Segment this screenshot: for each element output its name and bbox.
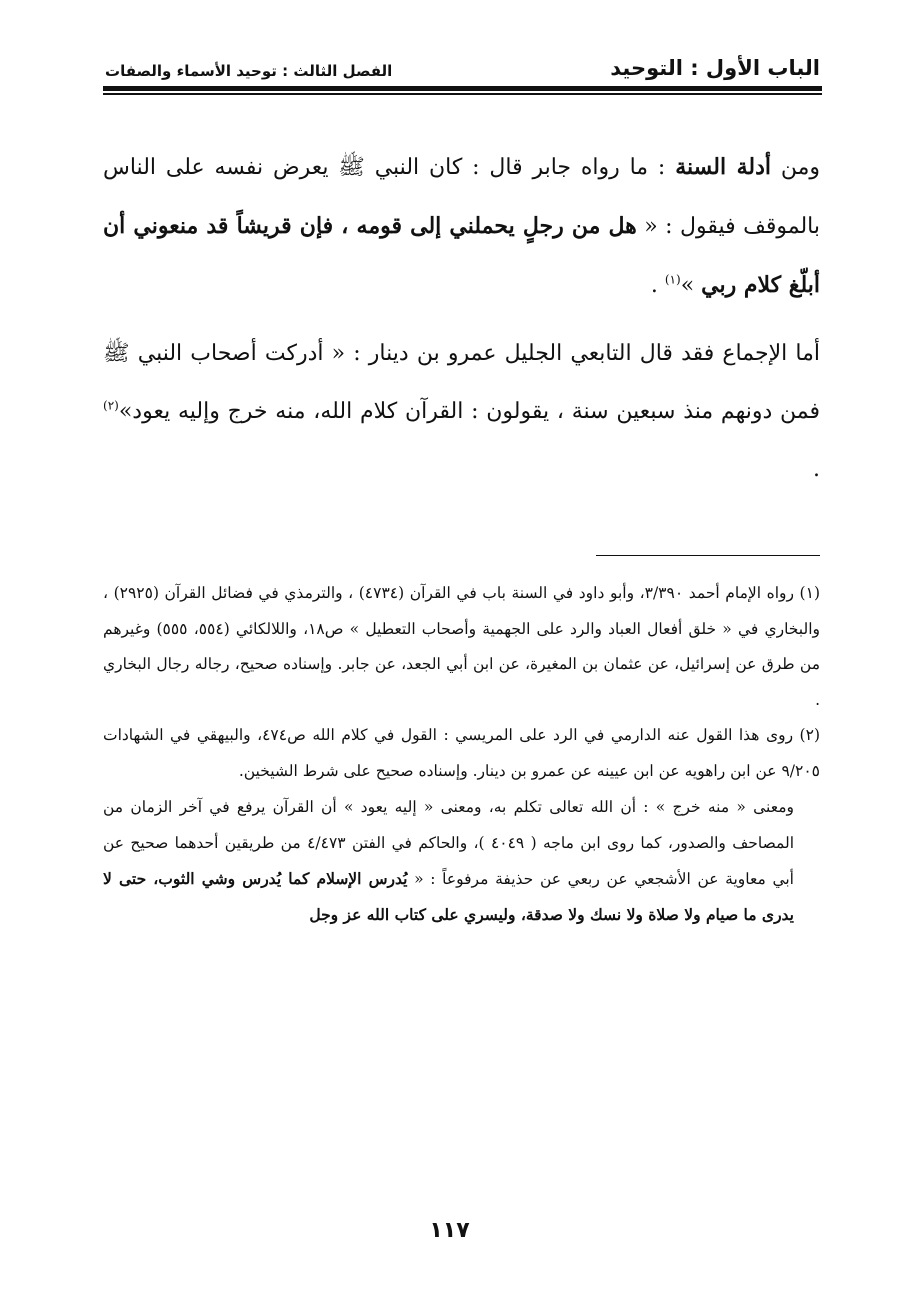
main-text	[103, 138, 820, 499]
header-rule-thick	[103, 86, 822, 91]
footnote-ref-2: (٢)	[103, 398, 119, 413]
footnotes	[103, 576, 820, 933]
paragraph-sunnah: ومن أدلة السنة : ما رواه جابر قال : كان النبي ﷺ يعرض نفسه على الناس بالموقف فيقول : « هل من رجلٍ يحملني إلى قومه ، فإن قريشاً قد منعوني أن أبلّغ كلام ربي »$^{(١)}$ .	[103, 154, 820, 298]
running-header	[105, 34, 820, 80]
footnote-2-continuation: ومعنى « منه خرج » : أن الله تعالى تكلم به، ومعنى « إليه يعود » أن القرآن يرفع في آخر الزمان من المصاحف والصدور، كما روى ابن ماجه ( ٤٠٤٩ )، والحاكم في الفتن ٤/٤٧٣ من طريقين أحدهما صحيح عن أبي معاوية عن الأشجعي عن ربعي عن حذيفة مرفوعاً : « يُدرس الإسلام كما يُدرس وشي الثوب، حتى لا يدرى ما صيام ولا صلاة ولا نسك ولا صدقة، وليسري على كتاب الله عز وجل	[103, 798, 794, 924]
book-title: الباب الأول : التوحيد	[610, 56, 820, 80]
chapter-title: الفصل الثالث : توحيد الأسماء والصفات	[105, 62, 393, 80]
footnote-1: (١) رواه الإمام أحمد ٣/٣٩٠، وأبو داود في السنة باب في القرآن (٤٧٣٤) ، والترمذي في فضائل القرآن (٢٩٢٥) ، والبخاري في « خلق أفعال العباد والرد على الجهمية وأصحاب التعطيل » ص١٨، واللالكائي (٥٥٤، ٥٥٥) وغيرهم من طرق عن إسرائيل، عن عثمان بن المغيرة، عن ابن أبي الجعد، عن جابر. وإسناده صحيح، رجاله رجال البخاري .	[103, 584, 820, 709]
page-number: ١١٧	[429, 1218, 470, 1243]
footnote-2: (٢) روى هذا القول عنه الدارمي في الرد على المريسي : القول في كلام الله ص٤٧٤، والبيهقي في الشهادات ٩/٢٠٥ عن ابن راهويه عن ابن عيينه عن عمرو بن دينار. وإسناده صحيح على شرط الشيخين.	[103, 726, 820, 780]
paragraph-ijma: أما الإجماع فقد قال التابعي الجليل عمرو بن دينار : « أدركت أصحاب النبي ﷺ فمن دونهم منذ سبعين سنة ، يقولون : القرآن كلام الله، منه خرج وإليه يعود»$^{(٢)}$ .	[103, 341, 820, 482]
hadith-quote: هل من رجلٍ يحملني إلى قومه ، فإن قريشاً قد منعوني أن أبلّغ كلام ربي	[103, 213, 820, 298]
footnote-ref-1: (١)	[664, 272, 681, 287]
footnote-separator	[596, 555, 820, 556]
bold-heading-sunnah: أدلة السنة	[675, 154, 771, 180]
header-rule-thin	[103, 93, 822, 95]
hadith-quote-footnote: يُدرس الإسلام كما يُدرس وشي الثوب، حتى لا يدرى ما صيام ولا صلاة ولا نسك ولا صدقة، وليسري على كتاب الله عز وجل	[103, 869, 794, 924]
